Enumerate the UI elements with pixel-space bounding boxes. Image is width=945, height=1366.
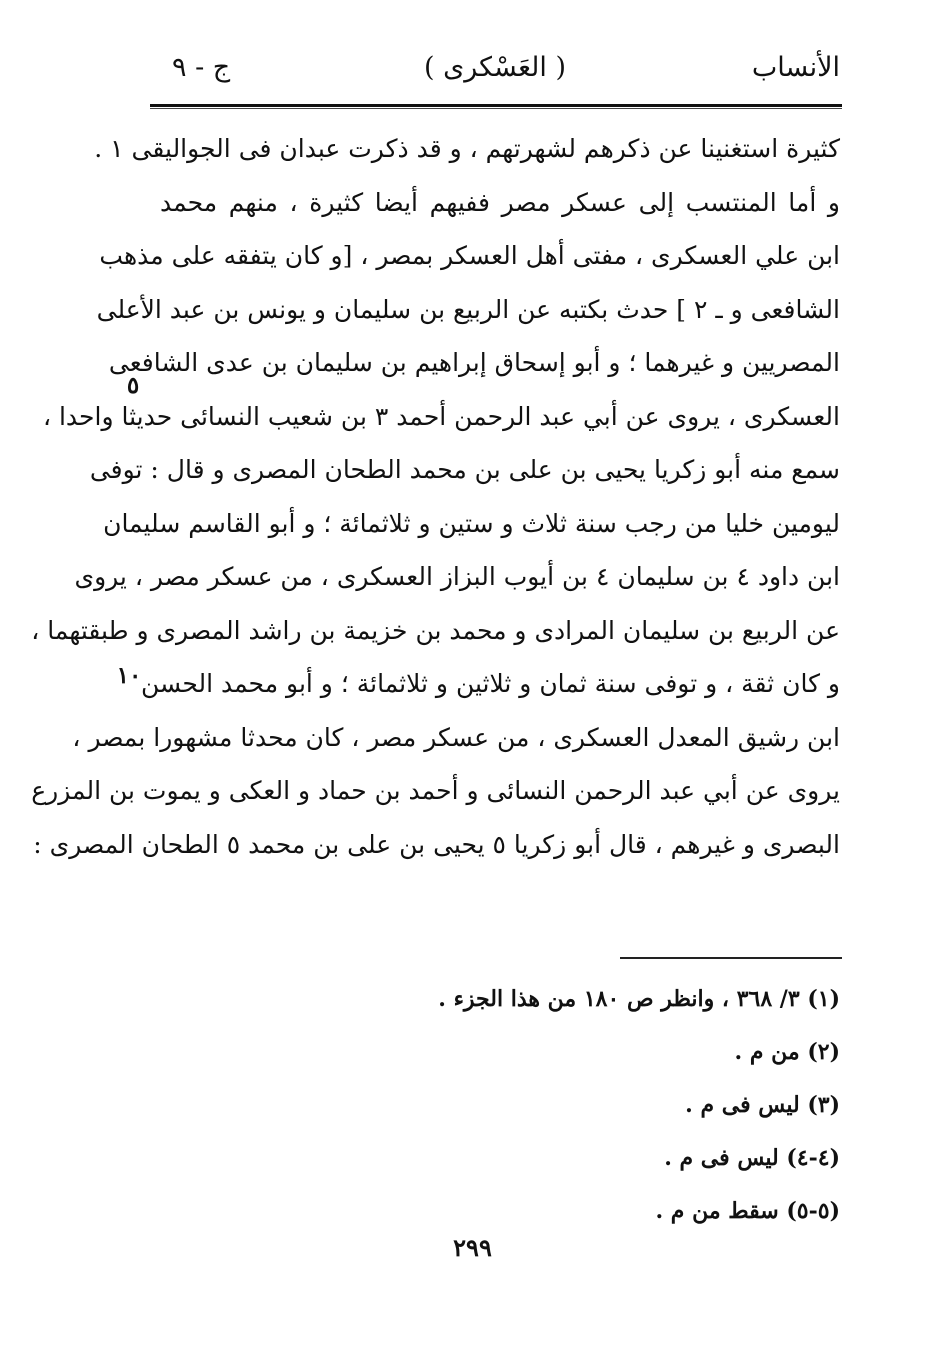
footnote: (٢) من م .	[734, 1039, 840, 1065]
body-line: كثيرة استغنينا عن ذكرهم لشهرتهم ، و قد ذكرت عبدان فى الجواليقى ١ .	[94, 134, 840, 163]
body-line: ليومين خليا من رجب سنة ثلاث و ستين و ثلاثمائة ؛ و أبو القاسم سليمان	[103, 508, 840, 538]
body-line: العسكرى ، يروى عن أبي عبد الرحمن أحمد ٣ بن شعيب النسائى حديثا واحدا ،	[42, 401, 840, 431]
entry-title: ( العَسْكرى )	[423, 52, 566, 83]
body-line: سمع منه أبو زكريا يحيى بن على بن محمد الطحان المصرى و قال : توفى	[89, 455, 840, 484]
line-number-5: ٥	[126, 372, 140, 399]
volume-label: ج - ٩	[172, 52, 231, 83]
footnote: (١) ٣/ ٣٦٨ ، وانظر ص ١٨٠ من هذا الجزء .	[438, 986, 840, 1012]
header-rule-thin	[150, 108, 842, 109]
book-title: الأنساب	[751, 52, 840, 83]
footnote: (٤-٤) ليس فى م .	[664, 1145, 840, 1171]
body-line: ابن علي العسكرى ، مفتى أهل العسكر بمصر ، [و كان يتفقه على مذهب	[99, 241, 840, 270]
body-line: عن الربيع بن سليمان المرادى و محمد بن خزيمة بن راشد المصرى و طبقتهما ،	[31, 615, 840, 645]
body-line: و كان ثقة ، و توفى سنة ثمان و ثلاثين و ثلاثمائة ؛ و أبو محمد الحسن	[141, 669, 840, 698]
body-line: يروى عن أبي عبد الرحمن النسائى و أحمد بن حماد و العكى و يموت بن المزرع	[31, 776, 840, 805]
page-header	[150, 52, 840, 92]
footnote: (٥-٥) سقط من م .	[655, 1198, 840, 1224]
footnote: (٣) ليس فى م .	[685, 1092, 840, 1118]
line-number-10: ١٠	[116, 662, 142, 689]
footnotes	[160, 975, 840, 1240]
body-line: الشافعى و ـ ٢ ] حدث بكتبه عن الربيع بن سليمان و يونس بن عبد الأعلى	[96, 294, 840, 324]
footnote-rule	[620, 957, 842, 959]
header-rule	[150, 104, 842, 107]
body-line: البصرى و غيرهم ، قال أبو زكريا ٥ يحيى بن على بن محمد ٥ الطحان المصرى :	[33, 829, 840, 859]
body-line: المصريين و غيرهما ؛ و أبو إسحاق إبراهيم بن سليمان بن عدى الشافعى	[108, 348, 840, 377]
body-line: و أما المنتسب إلى عسكر مصر ففيهم أيضا كثيرة ، منهم محمد	[160, 187, 840, 217]
body-line: ابن داود ٤ بن سليمان ٤ بن أيوب البزاز العسكرى ، من عسكر مصر ، يروى	[74, 562, 840, 591]
body-line: ابن رشيق المعدل العسكرى ، من عسكر مصر ، كان محدثا مشهورا بمصر ،	[72, 722, 840, 752]
page-number: ٢٩٩	[453, 1233, 492, 1262]
